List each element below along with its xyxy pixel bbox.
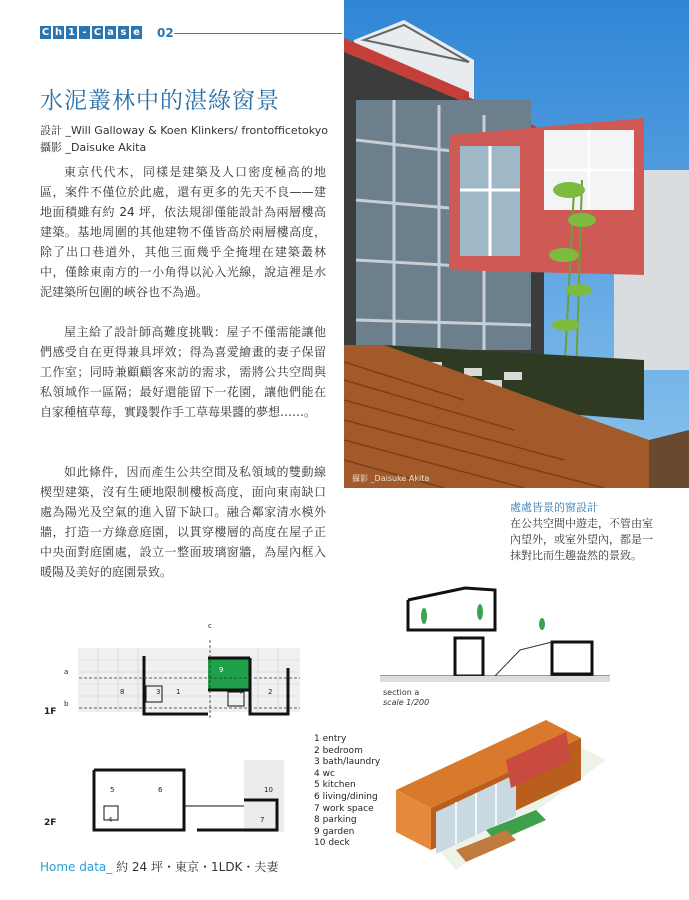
plan-number: 4 (108, 816, 113, 824)
floor-plan-2f (92, 760, 292, 832)
sidebar-body: 在公共空間中遊走，不管由室內望外，或室外望內，都是一抹對比而生趣盎然的景致。 (510, 517, 653, 562)
plan-number: 9 (219, 666, 224, 674)
photo-caption: 攝影 _Daisuke Akita (352, 474, 430, 483)
legend-item: 2 bedroom (314, 745, 363, 756)
header-rule (174, 33, 342, 34)
section-marker-a: a (64, 668, 69, 676)
legend-item: 6 living/dining (314, 791, 378, 802)
plan-number: 3 (156, 688, 161, 696)
section-diagram (380, 580, 610, 690)
section-tag-number: 02 (157, 26, 174, 40)
plan-number: 6 (158, 786, 163, 794)
legend-item: 3 bath/laundry (314, 757, 381, 768)
tag-letter: e (131, 26, 142, 39)
plan-number: 5 (110, 786, 115, 794)
body-paragraph: 東京代代木，同樣是建築及人口密度極高的地區，案件不僅位於此處，還有更多的先天不良——建地面積雖有約 24 坪，依法規卻僅能設計為兩層樓高建築。基地周圍的其他建物不僅皆高於兩層樓高度，除了出口巷道外，其他三面幾乎全掩埋在建築叢林中，僅餘東南方的一小角得以沁入光線，說這裡是水泥建築所包圍的峽谷也不為過。 (40, 165, 326, 299)
tag-letter: h (54, 27, 63, 38)
home-data-value: 約 24 坪・東京・1LDK・夫妻 (112, 860, 279, 874)
axonometric-illustration (396, 720, 606, 880)
section-marker-c: c (208, 622, 212, 630)
legend-item: 5 kitchen (314, 780, 356, 791)
photo-credit: 攝影 _Daisuke Akita (40, 141, 147, 154)
floor-plan-1f (78, 640, 300, 720)
body-paragraph: 如此條件，因而產生公共空間及私領域的雙動線楔型建築，沒有生硬地限制樓板高度，面向東南缺口處為陽光及空氣的進入留下缺口。融合鄰家清水模外牆，打造一方綠意庭園，以貫穿樓層的高度在屋子正中央面對庭園處，設立一整面玻璃窗牆，為屋內框入暖陽及美好的庭園景致。 (40, 465, 326, 579)
legend-item: 9 garden (314, 826, 355, 837)
plan-number: 2 (268, 688, 273, 696)
section-scale: scale 1/200 (383, 698, 430, 707)
room-legend (314, 734, 380, 850)
floor-label-1f: 1F (44, 707, 57, 717)
house-photo-illustration (344, 0, 689, 488)
tag-letter: C (41, 27, 50, 38)
tag-letter: a (105, 26, 116, 39)
tag-letter: - (79, 26, 90, 39)
plan-number: 10 (264, 786, 273, 794)
legend-item: 4 wc (314, 768, 335, 779)
plan-number: 7 (260, 816, 265, 824)
tag-letter: C (93, 27, 102, 38)
legend-item: 1 entry (314, 734, 347, 744)
sidebar-title: 處處皆景的窗設計 (510, 501, 598, 514)
legend-item: 7 work space (314, 803, 374, 814)
legend-item: 8 parking (314, 815, 357, 826)
design-credit: 設計 _Will Galloway & Koen Klinkers/ frontofficetokyo (40, 124, 328, 137)
section-label: section a (383, 688, 420, 697)
house-photo (344, 0, 689, 488)
home-data-label: Home data_ (40, 860, 113, 874)
plan-1f-drawing (78, 640, 300, 720)
section-marker-b: b (64, 700, 69, 708)
plan-number: 1 (176, 688, 181, 696)
body-paragraph: 屋主給了設計師高難度挑戰：屋子不僅需能讓他們感受自在更得兼具坪效；得為喜愛繪畫的妻子保留工作室；同時兼顧顧客來訪的需求，需將公共空間與私領域作一區隔；最好還能留下一花園，讓他們能在自家種植草莓，實踐製作手工草莓果醬的夢想……。 (40, 325, 326, 419)
home-data (40, 859, 278, 875)
article-title: 水泥叢林中的湛綠窗景 (40, 88, 280, 114)
plan-number: 8 (120, 688, 125, 696)
tag-letter: s (118, 26, 129, 39)
plan-number: 4 (238, 688, 243, 696)
axonometric-drawing (396, 720, 606, 880)
tag-letter: 1 (66, 26, 77, 39)
section-drawing (380, 580, 610, 690)
floor-label-2f: 2F (44, 818, 57, 828)
legend-item: 10 deck (314, 838, 350, 849)
section-tag (40, 26, 142, 39)
